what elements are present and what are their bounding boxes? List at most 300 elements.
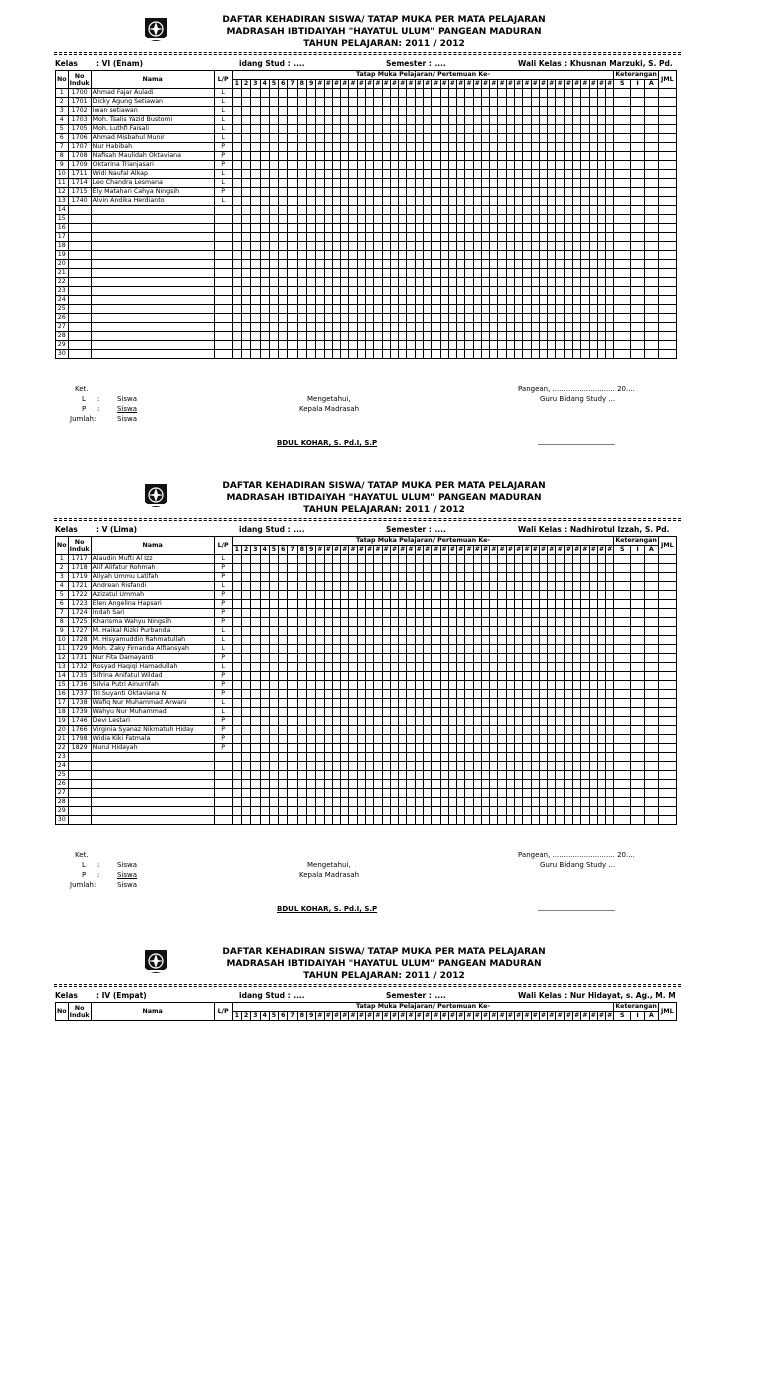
row-cell xyxy=(448,555,456,564)
row-cell xyxy=(260,591,269,600)
row-no: 10 xyxy=(56,170,69,179)
row-cell xyxy=(573,116,581,125)
row-cell xyxy=(423,609,431,618)
row-no: 20 xyxy=(56,726,69,735)
row-cell xyxy=(606,116,614,125)
row-cell xyxy=(589,260,597,269)
row-cell xyxy=(279,296,288,305)
row-nama: Azizatul Ummah xyxy=(91,591,214,600)
row-cell xyxy=(539,654,547,663)
row-cell xyxy=(465,753,473,762)
row-cell xyxy=(374,798,382,807)
row-cell xyxy=(490,188,498,197)
row-cell xyxy=(349,251,357,260)
row-cell xyxy=(515,224,523,233)
row-cell xyxy=(382,260,390,269)
row-cell xyxy=(260,735,269,744)
row-cell xyxy=(269,600,278,609)
row-cell xyxy=(539,564,547,573)
col-meeting-45: # xyxy=(607,546,613,553)
row-cell xyxy=(556,332,564,341)
row-cell xyxy=(448,251,456,260)
row-cell xyxy=(465,582,473,591)
row-cell xyxy=(251,170,260,179)
row-cell xyxy=(523,699,531,708)
row-cell xyxy=(644,89,658,98)
row-cell xyxy=(498,726,506,735)
row-cell xyxy=(357,152,365,161)
row-cell xyxy=(357,296,365,305)
row-cell xyxy=(490,627,498,636)
row-lp: L xyxy=(214,170,232,179)
table-row xyxy=(56,332,677,341)
row-cell xyxy=(564,663,572,672)
row-cell xyxy=(382,636,390,645)
row-cell xyxy=(415,251,423,260)
row-cell xyxy=(269,125,278,134)
col-meeting-31: # xyxy=(491,546,497,553)
col-meeting-28: # xyxy=(466,1012,472,1019)
row-nama: Kharisma Wahyu Ningsih xyxy=(91,618,214,627)
row-cell xyxy=(288,125,297,134)
row-cell xyxy=(581,260,589,269)
row-cell xyxy=(288,152,297,161)
row-cell xyxy=(332,681,340,690)
row-cell xyxy=(382,735,390,744)
row-cell xyxy=(241,98,250,107)
row-cell xyxy=(279,251,288,260)
row-cell xyxy=(490,726,498,735)
row-cell xyxy=(288,690,297,699)
row-cell xyxy=(341,627,349,636)
row-cell xyxy=(498,744,506,753)
row-cell xyxy=(465,98,473,107)
row-nama: Iwan setiawan xyxy=(91,107,214,116)
row-cell xyxy=(448,152,456,161)
row-cell xyxy=(432,744,440,753)
row-cell xyxy=(382,206,390,215)
row-cell xyxy=(473,260,481,269)
row-cell xyxy=(382,600,390,609)
row-cell xyxy=(382,627,390,636)
row-cell xyxy=(606,107,614,116)
row-cell xyxy=(573,807,581,816)
row-cell xyxy=(407,233,415,242)
row-cell xyxy=(349,314,357,323)
row-nama: Nur Fita Damayanti xyxy=(91,654,214,663)
row-cell xyxy=(399,798,407,807)
col-meeting-45: # xyxy=(607,1012,613,1019)
footer-sign-line: ______________________ xyxy=(538,437,615,445)
row-cell xyxy=(498,591,506,600)
col-meeting-35: # xyxy=(524,546,530,553)
row-cell xyxy=(564,798,572,807)
row-cell xyxy=(432,89,440,98)
row-cell xyxy=(556,107,564,116)
row-cell xyxy=(515,197,523,206)
row-cell xyxy=(457,582,465,591)
row-cell xyxy=(365,341,373,350)
row-cell xyxy=(382,762,390,771)
row-cell xyxy=(415,269,423,278)
row-cell xyxy=(432,681,440,690)
col-no-induk: No Induk xyxy=(69,72,90,87)
row-cell xyxy=(506,206,514,215)
row-cell xyxy=(374,681,382,690)
row-cell xyxy=(415,341,423,350)
col-tatap-muka: Tatap Muka Pelajaran/ Pertemuan Ke- xyxy=(232,1003,614,1012)
row-nama: Ahmad Misbahul Munir xyxy=(91,134,214,143)
row-cell xyxy=(658,591,676,600)
col-meeting-25: # xyxy=(441,546,447,553)
row-cell xyxy=(457,636,465,645)
col-meeting-41: # xyxy=(574,80,580,87)
row-cell xyxy=(448,600,456,609)
row-cell xyxy=(382,717,390,726)
row-cell xyxy=(260,215,269,224)
row-cell xyxy=(473,600,481,609)
row-cell xyxy=(631,197,645,206)
row-cell xyxy=(251,636,260,645)
row-cell xyxy=(481,735,489,744)
row-cell xyxy=(357,609,365,618)
table-row xyxy=(56,663,677,672)
row-cell xyxy=(581,89,589,98)
row-cell xyxy=(531,251,539,260)
row-cell xyxy=(465,627,473,636)
col-tatap-muka: Tatap Muka Pelajaran/ Pertemuan Ke- xyxy=(232,71,614,80)
row-cell xyxy=(481,672,489,681)
row-cell xyxy=(658,152,676,161)
row-cell xyxy=(415,780,423,789)
label-semester: Semester : .... xyxy=(386,525,446,534)
row-cell xyxy=(614,591,631,600)
row-cell xyxy=(432,645,440,654)
row-cell xyxy=(241,627,250,636)
row-cell xyxy=(415,807,423,816)
row-cell xyxy=(407,798,415,807)
row-cell xyxy=(573,600,581,609)
row-cell xyxy=(465,143,473,152)
row-lp: P xyxy=(214,735,232,744)
row-cell xyxy=(374,179,382,188)
row-cell xyxy=(448,107,456,116)
row-cell xyxy=(288,341,297,350)
row-cell xyxy=(316,89,324,98)
row-cell xyxy=(548,305,556,314)
row-cell xyxy=(548,341,556,350)
row-cell xyxy=(232,744,241,753)
row-cell xyxy=(251,233,260,242)
row-cell xyxy=(349,681,357,690)
row-cell xyxy=(606,663,614,672)
row-cell xyxy=(606,582,614,591)
row-cell xyxy=(365,179,373,188)
row-cell xyxy=(251,816,260,825)
row-cell xyxy=(556,206,564,215)
row-cell xyxy=(539,224,547,233)
row-cell xyxy=(597,609,605,618)
row-cell xyxy=(606,251,614,260)
row-cell xyxy=(597,699,605,708)
row-cell xyxy=(241,780,250,789)
row-cell xyxy=(390,332,398,341)
row-cell xyxy=(548,107,556,116)
row-cell xyxy=(407,672,415,681)
row-cell xyxy=(232,197,241,206)
row-cell xyxy=(506,564,514,573)
row-cell xyxy=(382,690,390,699)
col-meeting-29: # xyxy=(474,80,480,87)
row-cell xyxy=(382,332,390,341)
row-cell xyxy=(332,269,340,278)
row-cell xyxy=(332,816,340,825)
table-row xyxy=(56,323,677,332)
title-line-1: DAFTAR KEHADIRAN SISWA/ TATAP MUKA PER MATA PELAJARAN xyxy=(222,15,546,25)
row-cell xyxy=(382,555,390,564)
row-cell xyxy=(365,663,373,672)
row-cell xyxy=(573,152,581,161)
footer-mengetahui: Mengetahui, xyxy=(307,861,351,869)
row-cell xyxy=(539,215,547,224)
row-cell xyxy=(279,726,288,735)
row-cell xyxy=(269,798,278,807)
row-cell xyxy=(324,116,332,125)
row-cell xyxy=(288,305,297,314)
row-cell xyxy=(279,170,288,179)
row-cell xyxy=(515,564,523,573)
row-cell xyxy=(515,762,523,771)
row-cell xyxy=(631,224,645,233)
row-cell xyxy=(349,645,357,654)
row-cell xyxy=(390,215,398,224)
row-cell xyxy=(279,735,288,744)
row-cell xyxy=(614,582,631,591)
row-cell xyxy=(597,107,605,116)
row-cell xyxy=(374,816,382,825)
row-cell xyxy=(548,618,556,627)
col-keterangan: Keterangan xyxy=(615,1003,657,1010)
row-cell xyxy=(415,323,423,332)
row-cell xyxy=(357,125,365,134)
row-cell xyxy=(589,690,597,699)
row-cell xyxy=(440,753,448,762)
row-cell xyxy=(606,762,614,771)
row-cell xyxy=(269,323,278,332)
row-cell xyxy=(288,744,297,753)
row-cell xyxy=(539,681,547,690)
row-cell xyxy=(473,789,481,798)
row-cell xyxy=(432,789,440,798)
row-cell xyxy=(644,789,658,798)
row-cell xyxy=(341,278,349,287)
row-cell xyxy=(581,179,589,188)
row-cell xyxy=(374,134,382,143)
col-meeting-38: # xyxy=(549,80,555,87)
row-cell xyxy=(481,780,489,789)
row-cell xyxy=(241,717,250,726)
row-cell xyxy=(589,744,597,753)
row-cell xyxy=(407,242,415,251)
row-cell xyxy=(288,654,297,663)
row-cell xyxy=(365,332,373,341)
row-cell xyxy=(423,233,431,242)
row-cell xyxy=(556,762,564,771)
row-cell xyxy=(324,582,332,591)
row-cell xyxy=(515,143,523,152)
row-cell xyxy=(506,350,514,359)
row-cell xyxy=(432,188,440,197)
row-cell xyxy=(415,699,423,708)
row-cell xyxy=(457,618,465,627)
row-cell xyxy=(606,170,614,179)
row-cell xyxy=(658,98,676,107)
row-cell xyxy=(523,125,531,134)
row-cell xyxy=(539,771,547,780)
row-cell xyxy=(297,618,306,627)
row-lp: L xyxy=(214,98,232,107)
row-cell xyxy=(390,564,398,573)
row-nama xyxy=(91,206,214,215)
row-cell xyxy=(556,681,564,690)
row-cell xyxy=(481,143,489,152)
table-row xyxy=(56,609,677,618)
row-cell xyxy=(415,564,423,573)
row-cell xyxy=(589,188,597,197)
row-cell xyxy=(415,350,423,359)
row-cell xyxy=(506,215,514,224)
row-cell xyxy=(515,170,523,179)
row-cell xyxy=(531,341,539,350)
row-cell xyxy=(448,699,456,708)
sheet-1 xyxy=(0,0,768,466)
row-cell xyxy=(564,762,572,771)
row-cell xyxy=(523,332,531,341)
row-cell xyxy=(440,296,448,305)
col-meeting-39: # xyxy=(557,80,563,87)
row-cell xyxy=(481,798,489,807)
row-cell xyxy=(631,116,645,125)
row-cell xyxy=(279,771,288,780)
row-cell xyxy=(564,780,572,789)
row-cell xyxy=(498,242,506,251)
row-cell xyxy=(349,672,357,681)
row-cell xyxy=(374,753,382,762)
row-cell xyxy=(548,170,556,179)
row-no: 14 xyxy=(56,672,69,681)
row-cell xyxy=(457,690,465,699)
row-cell xyxy=(374,143,382,152)
row-cell xyxy=(390,690,398,699)
row-cell xyxy=(382,197,390,206)
row-cell xyxy=(614,296,631,305)
row-cell xyxy=(523,798,531,807)
row-cell xyxy=(382,170,390,179)
row-cell xyxy=(457,206,465,215)
row-cell xyxy=(341,735,349,744)
col-tatap-muka: Tatap Muka Pelajaran/ Pertemuan Ke- xyxy=(232,537,614,546)
row-no: 26 xyxy=(56,780,69,789)
row-cell xyxy=(297,762,306,771)
row-cell xyxy=(597,152,605,161)
row-cell xyxy=(606,573,614,582)
row-cell xyxy=(539,161,547,170)
row-cell xyxy=(506,726,514,735)
row-cell xyxy=(341,107,349,116)
row-cell xyxy=(332,161,340,170)
row-cell xyxy=(473,98,481,107)
row-cell xyxy=(232,170,241,179)
row-cell xyxy=(581,242,589,251)
row-cell xyxy=(457,807,465,816)
row-cell xyxy=(423,564,431,573)
row-cell xyxy=(573,242,581,251)
row-cell xyxy=(341,591,349,600)
row-cell xyxy=(614,197,631,206)
row-cell xyxy=(349,215,357,224)
row-cell xyxy=(399,753,407,762)
row-cell xyxy=(324,125,332,134)
row-cell xyxy=(614,618,631,627)
row-cell xyxy=(297,744,306,753)
row-cell xyxy=(297,260,306,269)
row-cell xyxy=(573,89,581,98)
row-no: 25 xyxy=(56,771,69,780)
row-cell xyxy=(382,699,390,708)
row-cell xyxy=(465,591,473,600)
row-cell xyxy=(581,197,589,206)
row-cell xyxy=(357,116,365,125)
row-cell xyxy=(349,726,357,735)
label-bidang-studi: idang Stud : .... xyxy=(239,525,305,534)
row-cell xyxy=(465,188,473,197)
row-cell xyxy=(631,170,645,179)
row-cell xyxy=(316,296,324,305)
row-cell xyxy=(407,654,415,663)
row-cell xyxy=(498,323,506,332)
row-cell xyxy=(606,555,614,564)
row-no-induk: 1798 xyxy=(68,735,91,744)
row-cell xyxy=(448,350,456,359)
row-cell xyxy=(573,188,581,197)
row-nama: Alvin Andika Herdianto xyxy=(91,197,214,206)
row-cell xyxy=(548,726,556,735)
row-cell xyxy=(589,161,597,170)
row-cell xyxy=(539,287,547,296)
row-cell xyxy=(490,341,498,350)
row-cell xyxy=(523,654,531,663)
row-cell xyxy=(515,609,523,618)
row-cell xyxy=(407,89,415,98)
row-cell xyxy=(241,573,250,582)
row-cell xyxy=(279,314,288,323)
row-cell xyxy=(606,98,614,107)
row-cell xyxy=(473,726,481,735)
row-cell xyxy=(374,789,382,798)
row-cell xyxy=(251,197,260,206)
row-cell xyxy=(589,152,597,161)
row-cell xyxy=(232,107,241,116)
row-cell xyxy=(232,717,241,726)
row-cell xyxy=(297,278,306,287)
row-cell xyxy=(357,717,365,726)
row-cell xyxy=(531,690,539,699)
row-cell xyxy=(606,188,614,197)
row-cell xyxy=(548,690,556,699)
row-cell xyxy=(440,152,448,161)
row-cell xyxy=(539,627,547,636)
row-cell xyxy=(465,170,473,179)
